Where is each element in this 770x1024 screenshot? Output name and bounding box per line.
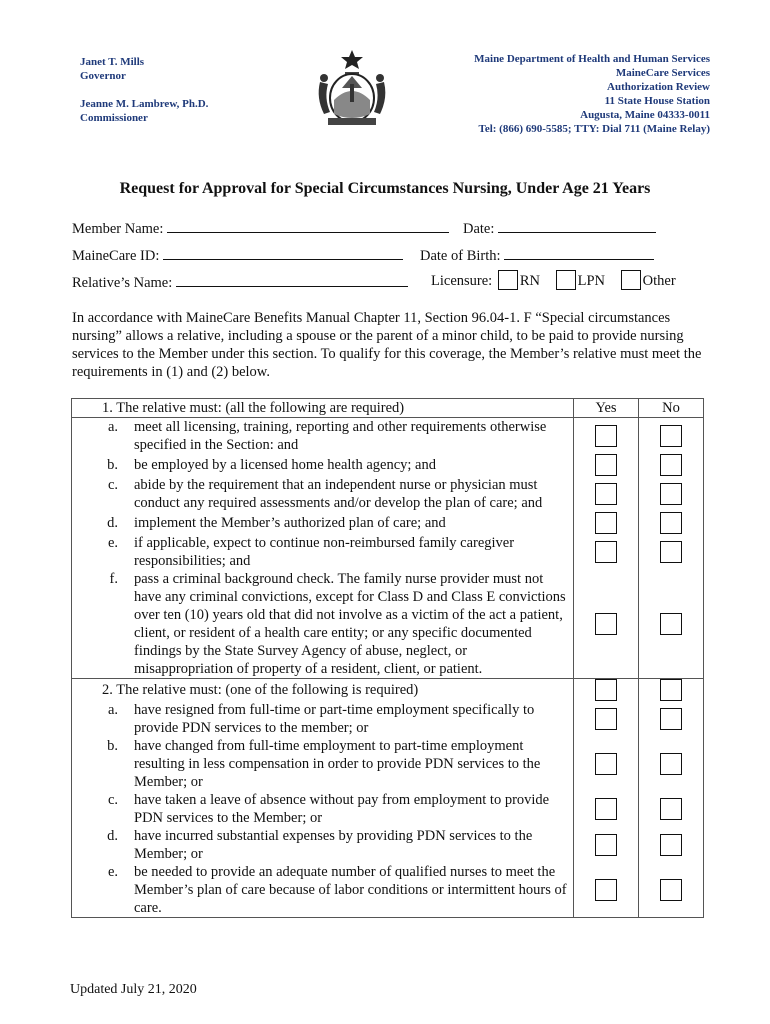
member-name-field[interactable] (167, 218, 449, 233)
requirement-1c (72, 476, 573, 512)
city-address: Augusta, Maine 04333-0011 (580, 109, 710, 121)
requirement-2e (72, 863, 573, 917)
member-name-row (72, 218, 449, 238)
table-row (72, 534, 704, 570)
date-field[interactable] (498, 218, 656, 233)
item-letter: c. (107, 477, 118, 493)
phone-line: Tel: (866) 690-5585; TTY: Dial 711 (Maine Relay) (478, 123, 710, 135)
no-checkbox[interactable] (660, 879, 682, 901)
licensure-other-label: Other (642, 273, 676, 289)
table-row (72, 679, 704, 702)
no-checkbox[interactable] (660, 834, 682, 856)
header-officials (80, 55, 208, 125)
mainecare-id-field[interactable] (163, 245, 403, 260)
yes-checkbox[interactable] (595, 541, 617, 563)
intro-paragraph: In accordance with MaineCare Benefits Manual Chapter 11, Section 96.04-1. F “Special circumstances nursing” allows a relative, including a spouse or the parent of a minor child, to be paid to provide nursing services to the Member under this section. To qualify for this coverage, the Member’s relative must meet the requirements in (1) and (2) below. (72, 310, 702, 380)
section-2-heading: 2. The relative must: (one of the following is required) (102, 682, 419, 698)
yes-checkbox[interactable] (595, 753, 617, 775)
requirement-1a (72, 418, 573, 454)
table-row (72, 399, 704, 418)
yes-checkbox[interactable] (595, 454, 617, 476)
table-row (72, 791, 704, 827)
yes-header: Yes (574, 399, 639, 418)
table-row (72, 701, 704, 737)
item-letter: b. (107, 738, 118, 754)
licensure-rn-checkbox[interactable] (498, 270, 518, 290)
yes-checkbox[interactable] (595, 512, 617, 534)
table-row (72, 827, 704, 863)
mainecare-id-row (72, 245, 403, 265)
no-checkbox[interactable] (660, 454, 682, 476)
section-1-heading-cell (72, 399, 574, 418)
date-row (463, 218, 656, 238)
mainecare-id-label: MaineCare ID: (72, 248, 160, 264)
requirement-1e (72, 534, 573, 570)
yes-checkbox[interactable] (595, 425, 617, 447)
item-text: meet all licensing, training, reporting and other requirements otherwise specified in the Section: and (134, 419, 547, 453)
item-letter: d. (107, 828, 118, 844)
item-letter: e. (107, 864, 118, 880)
item-text: have changed from full-time employment to part-time employment resulting in less compensation in order to provide PDN services to the Member; or (134, 738, 541, 790)
updated-date: Updated July 21, 2020 (70, 982, 197, 997)
yes-checkbox[interactable] (595, 679, 617, 701)
item-text: pass a criminal background check. The family nurse provider must not have any criminal convictions, except for Class D and Class E convictions over ten (10) years old that did not involve as a victim of the act a patient, client, or resident of a health care entity; or any specific documented findings by the State Survey Agency of abuse, neglect, or misappropriation of property of a resident, client, or patient. (134, 571, 566, 677)
no-checkbox[interactable] (660, 613, 682, 635)
no-checkbox[interactable] (660, 798, 682, 820)
requirement-1f (72, 570, 573, 678)
licensure-lpn-checkbox[interactable] (556, 270, 576, 290)
date-label: Date: (463, 221, 495, 237)
department-address (474, 52, 710, 136)
item-text: abide by the requirement that an independent nurse or physician must conduct any required assessments and/or develop the plan of care; and (134, 477, 543, 511)
department-name: Maine Department of Health and Human Services (474, 53, 710, 65)
item-text: have incurred substantial expenses by providing PDN services to the Member; or (134, 828, 533, 862)
no-checkbox[interactable] (660, 679, 682, 701)
table-row (72, 737, 704, 791)
table-row (72, 863, 704, 918)
requirement-2b (72, 737, 573, 791)
licensure-label: Licensure: (431, 273, 493, 289)
item-letter: c. (107, 792, 118, 808)
requirements-table (71, 398, 704, 918)
item-letter: d. (107, 515, 118, 531)
section-1-heading: 1. The relative must: (all the following are required) (102, 400, 405, 416)
requirement-1d (72, 514, 573, 532)
item-letter: e. (107, 535, 118, 551)
form-title: Request for Approval for Special Circumstances Nursing, Under Age 21 Years (119, 180, 651, 197)
relative-name-row (72, 272, 408, 292)
yes-checkbox[interactable] (595, 834, 617, 856)
table-row (72, 418, 704, 455)
commissioner-name: Jeanne M. Lambrew, Ph.D. (80, 98, 209, 110)
yes-checkbox[interactable] (595, 879, 617, 901)
member-name-label: Member Name: (72, 221, 164, 237)
licensure-other-checkbox[interactable] (621, 270, 641, 290)
item-text: be employed by a licensed home health agency; and (134, 457, 436, 473)
yes-checkbox[interactable] (595, 483, 617, 505)
no-checkbox[interactable] (660, 753, 682, 775)
no-checkbox[interactable] (660, 425, 682, 447)
item-letter: b. (107, 457, 118, 473)
table-row (72, 512, 704, 534)
dob-row (420, 245, 654, 265)
item-text: if applicable, expect to continue non-reimbursed family caregiver responsibilities; and (134, 535, 515, 569)
maine-state-seal-icon (312, 48, 392, 128)
item-text: be needed to provide an adequate number of qualified nurses to meet the Member’s plan of care because of labor conditions or intermittent hours of care. (134, 864, 567, 916)
unit-name: Authorization Review (607, 81, 710, 93)
table-row (72, 454, 704, 476)
requirement-1b (72, 456, 573, 474)
governor-title: Governor (80, 70, 126, 82)
street-address: 11 State House Station (604, 95, 710, 107)
requirement-2d (72, 827, 573, 863)
item-letter: a. (107, 419, 118, 435)
yes-checkbox[interactable] (595, 708, 617, 730)
no-checkbox[interactable] (660, 512, 682, 534)
item-text: have taken a leave of absence without pay from employment to provide PDN services to the Member; or (134, 792, 550, 826)
yes-checkbox[interactable] (595, 613, 617, 635)
item-text: implement the Member’s authorized plan of care; and (134, 515, 446, 531)
dob-label: Date of Birth: (420, 248, 501, 264)
item-letter: a. (107, 702, 118, 718)
table-row (72, 570, 704, 679)
item-text: have resigned from full-time or part-time employment specifically to provide PDN services to the member; or (134, 702, 535, 736)
requirement-2c (72, 791, 573, 827)
item-letter: f. (109, 571, 118, 587)
no-checkbox[interactable] (660, 541, 682, 563)
yes-checkbox[interactable] (595, 798, 617, 820)
no-checkbox[interactable] (660, 708, 682, 730)
division-name: MaineCare Services (615, 67, 710, 79)
relative-name-field[interactable] (176, 272, 408, 287)
requirement-2a (72, 701, 573, 737)
no-header: No (639, 399, 704, 418)
licensure-row (431, 270, 676, 290)
dob-field[interactable] (504, 245, 654, 260)
licensure-rn-label: RN (519, 273, 540, 289)
table-row (72, 476, 704, 512)
licensure-lpn-label: LPN (577, 273, 606, 289)
relative-name-label: Relative’s Name: (72, 275, 173, 291)
governor-name: Janet T. Mills (80, 56, 145, 68)
commissioner-title: Commissioner (80, 112, 148, 124)
no-checkbox[interactable] (660, 483, 682, 505)
